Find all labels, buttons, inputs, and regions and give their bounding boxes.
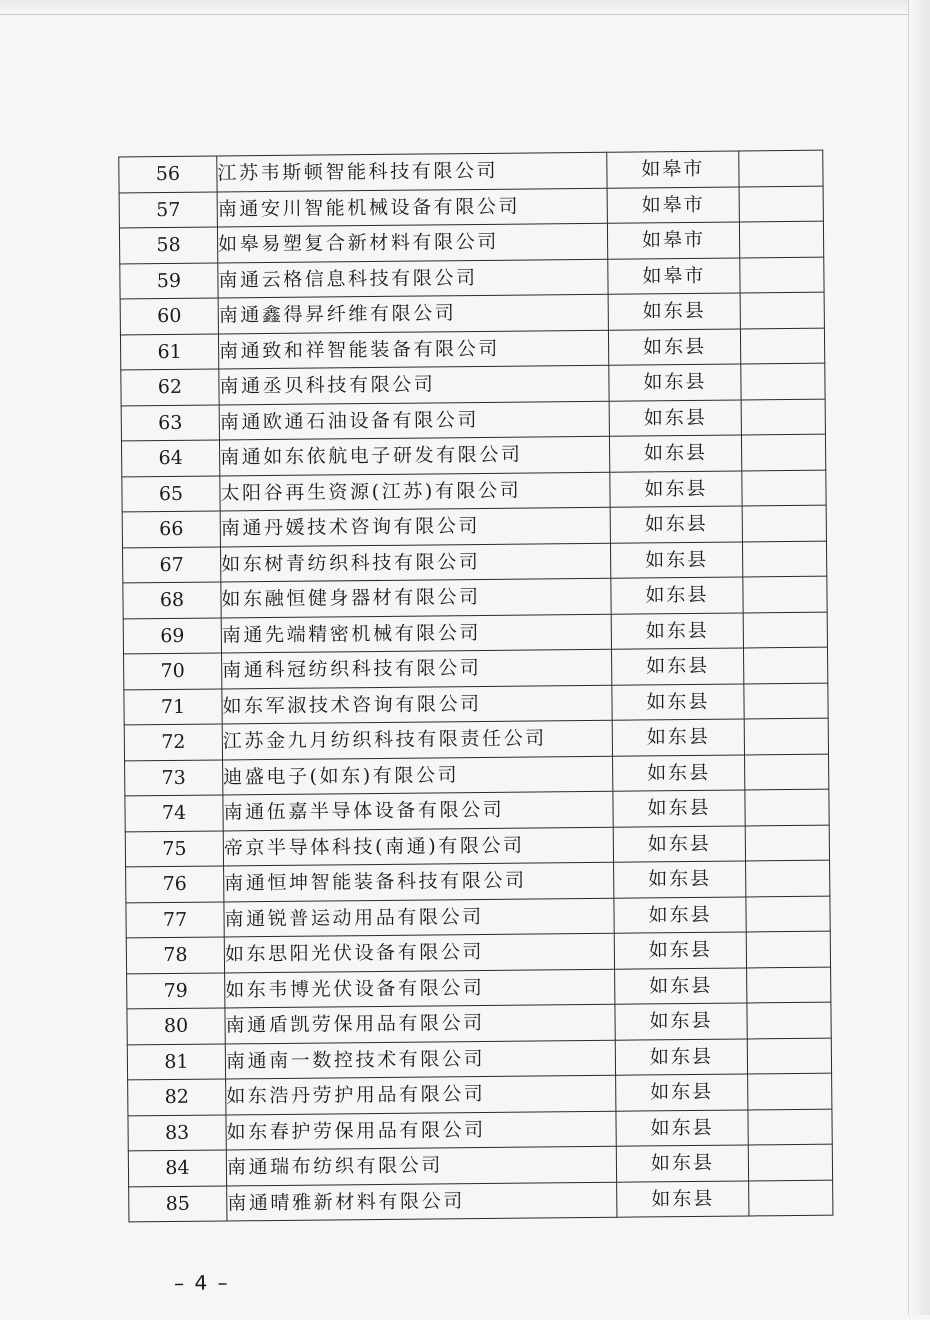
remark-cell [739, 221, 823, 257]
remark-cell [742, 541, 826, 577]
company-name-cell: 南通南一数控技术有限公司 [225, 1040, 615, 1079]
area-cell: 如东县 [617, 1180, 749, 1217]
remark-cell [742, 505, 826, 541]
area-cell: 如东县 [610, 541, 742, 578]
row-number-cell: 56 [119, 156, 217, 192]
area-cell: 如东县 [612, 683, 744, 720]
area-cell: 如东县 [616, 1074, 748, 1111]
remark-cell [741, 399, 825, 435]
row-number-cell: 85 [129, 1185, 227, 1221]
area-cell: 如东县 [613, 790, 745, 827]
company-name-cell: 如东思阳光伏设备有限公司 [224, 933, 614, 972]
row-number-cell: 70 [124, 653, 222, 689]
company-name-cell: 南通伍嘉半导体设备有限公司 [223, 791, 613, 830]
area-cell: 如东县 [613, 825, 745, 862]
remark-cell [746, 860, 830, 896]
area-cell: 如东县 [609, 399, 741, 436]
remark-cell [741, 363, 825, 399]
company-name-cell: 如皋易塑复合新材料有限公司 [217, 223, 607, 262]
remark-cell [740, 257, 824, 293]
area-cell: 如东县 [608, 293, 740, 330]
company-name-cell: 如东浩丹劳护用品有限公司 [226, 1075, 616, 1114]
company-name-cell: 南通科冠纺织科技有限公司 [222, 649, 612, 688]
remark-cell [743, 612, 827, 648]
company-name-cell: 南通恒坤智能装备科技有限公司 [224, 862, 614, 901]
company-name-cell: 南通致和祥智能装备有限公司 [218, 330, 608, 369]
row-number-cell: 79 [127, 972, 225, 1008]
company-name-cell: 南通先端精密机械有限公司 [221, 614, 611, 653]
company-name-cell: 南通丹媛技术咨询有限公司 [220, 507, 610, 546]
row-number-cell: 65 [122, 475, 220, 511]
area-cell: 如东县 [613, 754, 745, 791]
company-name-cell: 南通瑞布纺织有限公司 [226, 1146, 616, 1185]
area-cell: 如东县 [614, 932, 746, 969]
area-cell: 如东县 [615, 1038, 747, 1075]
remark-cell [745, 754, 829, 790]
remark-cell [749, 1180, 833, 1216]
remark-cell [747, 1038, 831, 1074]
area-cell: 如东县 [615, 1003, 747, 1040]
remark-cell [748, 1144, 832, 1180]
row-number-cell: 59 [120, 262, 218, 298]
row-number-cell: 76 [126, 866, 224, 902]
company-name-cell: 迪盛电子(如东)有限公司 [223, 756, 613, 795]
company-name-cell: 南通云格信息科技有限公司 [218, 259, 608, 298]
remark-cell [747, 967, 831, 1003]
row-number-cell: 80 [127, 1008, 225, 1044]
company-name-cell: 南通如东依航电子研发有限公司 [219, 436, 609, 475]
remark-cell [742, 470, 826, 506]
row-number-cell: 61 [120, 333, 218, 369]
area-cell: 如东县 [609, 364, 741, 401]
row-number-cell: 82 [128, 1079, 226, 1115]
company-name-cell: 南通鑫得昇纤维有限公司 [218, 294, 608, 333]
row-number-cell: 74 [125, 795, 223, 831]
company-list-body [119, 150, 833, 1222]
company-name-cell: 帝京半导体科技(南通)有限公司 [223, 827, 613, 866]
row-number-cell: 75 [125, 830, 223, 866]
remark-cell [744, 683, 828, 719]
remark-cell [740, 292, 824, 328]
row-number-cell: 64 [121, 440, 219, 476]
page-number: – 4 – [173, 1270, 230, 1295]
row-number-cell: 67 [122, 546, 220, 582]
remark-cell [748, 1109, 832, 1145]
company-name-cell: 南通丞贝科技有限公司 [219, 365, 609, 404]
row-number-cell: 83 [128, 1114, 226, 1150]
remark-cell [747, 1002, 831, 1038]
area-cell: 如皋市 [608, 257, 740, 294]
area-cell: 如东县 [616, 1145, 748, 1182]
company-name-cell: 南通晴雅新材料有限公司 [227, 1182, 617, 1221]
row-number-cell: 71 [124, 688, 222, 724]
area-cell: 如东县 [614, 896, 746, 933]
company-name-cell: 江苏韦斯顿智能科技有限公司 [217, 152, 607, 191]
remark-cell [748, 1073, 832, 1109]
row-number-cell: 63 [121, 404, 219, 440]
company-list-table [118, 150, 833, 1223]
row-number-cell: 69 [123, 617, 221, 653]
row-number-cell: 73 [125, 759, 223, 795]
area-cell: 如东县 [611, 577, 743, 614]
row-number-cell: 84 [128, 1150, 226, 1186]
remark-cell [744, 718, 828, 754]
area-cell: 如东县 [614, 861, 746, 898]
area-cell: 如东县 [611, 648, 743, 685]
row-number-cell: 68 [123, 582, 221, 618]
area-cell: 如东县 [616, 1109, 748, 1146]
area-cell: 如皋市 [607, 186, 739, 223]
company-name-cell: 如东树青纺织科技有限公司 [220, 543, 610, 582]
row-number-cell: 66 [122, 511, 220, 547]
area-cell: 如皋市 [607, 222, 739, 259]
row-number-cell: 62 [121, 369, 219, 405]
remark-cell [745, 825, 829, 861]
area-cell: 如东县 [611, 612, 743, 649]
remark-cell [746, 896, 830, 932]
company-name-cell: 江苏金九月纺织科技有限责任公司 [222, 720, 612, 759]
company-name-cell: 南通欧通石油设备有限公司 [219, 401, 609, 440]
company-name-cell: 如东融恒健身器材有限公司 [221, 578, 611, 617]
company-name-cell: 南通盾凯劳保用品有限公司 [225, 1004, 615, 1043]
company-name-cell: 南通锐普运动用品有限公司 [224, 898, 614, 937]
row-number-cell: 72 [124, 724, 222, 760]
remark-cell [739, 186, 823, 222]
area-cell: 如皋市 [607, 151, 739, 188]
remark-cell [743, 576, 827, 612]
remark-cell [746, 931, 830, 967]
row-number-cell: 81 [127, 1043, 225, 1079]
remark-cell [743, 647, 827, 683]
row-number-cell: 60 [120, 298, 218, 334]
remark-cell [739, 150, 823, 186]
row-number-cell: 58 [119, 227, 217, 263]
area-cell: 如东县 [612, 719, 744, 756]
area-cell: 如东县 [610, 470, 742, 507]
company-name-cell: 太阳谷再生资源(江苏)有限公司 [220, 472, 610, 511]
area-cell: 如东县 [610, 506, 742, 543]
area-cell: 如东县 [615, 967, 747, 1004]
area-cell: 如东县 [609, 435, 741, 472]
table-row [129, 1180, 833, 1222]
remark-cell [740, 328, 824, 364]
row-number-cell: 78 [126, 937, 224, 973]
company-name-cell: 南通安川智能机械设备有限公司 [217, 188, 607, 227]
area-cell: 如东县 [608, 328, 740, 365]
company-name-cell: 如东春护劳保用品有限公司 [226, 1111, 616, 1150]
row-number-cell: 77 [126, 901, 224, 937]
company-name-cell: 如东军淑技术咨询有限公司 [222, 685, 612, 724]
row-number-cell: 57 [119, 192, 217, 228]
remark-cell [745, 789, 829, 825]
company-name-cell: 如东韦博光伏设备有限公司 [225, 969, 615, 1008]
remark-cell [741, 434, 825, 470]
